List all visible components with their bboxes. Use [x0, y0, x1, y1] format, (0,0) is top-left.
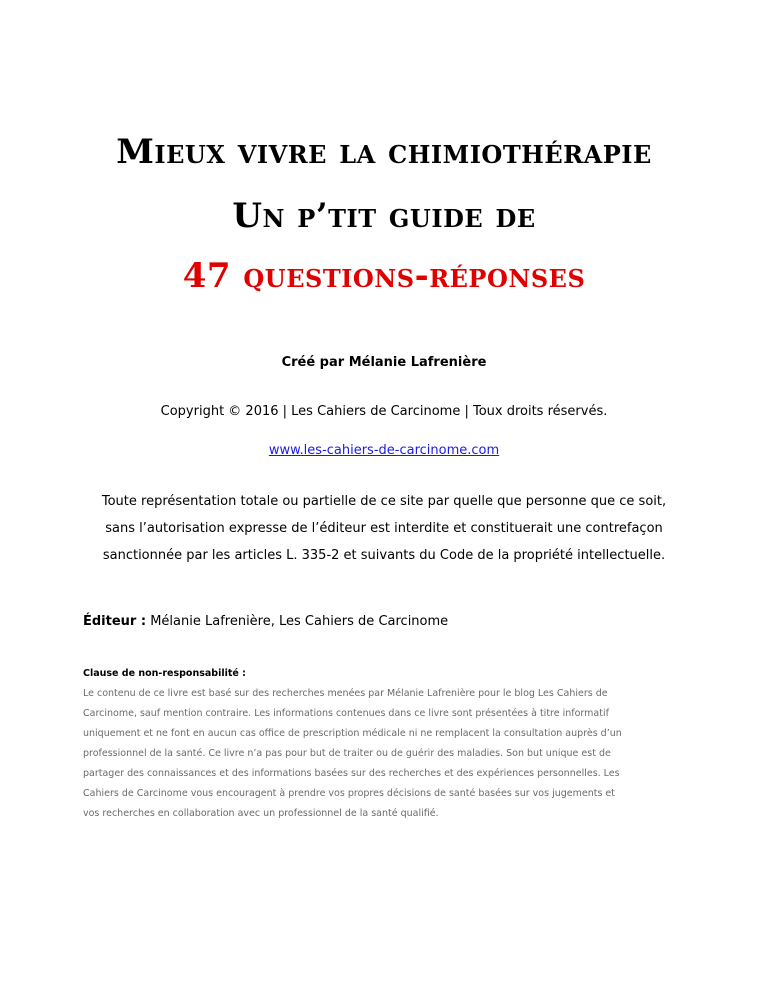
- editor-line: [83, 613, 448, 631]
- title-line-1: Mieux vivre la chimiothérapie: [116, 132, 652, 172]
- author-credit: Créé par Mélanie Lafrenière: [281, 355, 487, 370]
- disclaimer-title: Clause de non-responsabilité :: [83, 668, 246, 679]
- website-link[interactable]: www.les-cahiers-de-carcinome.com: [268, 443, 500, 458]
- disclaimer-line: Cahiers de Carcinome vous encouragent à prendre vos propres décisions de santé basées sur vos jugements et: [83, 788, 616, 799]
- legal-notice-line: Toute représentation totale ou partielle de ce site par quelle que personne que ce soit,: [101, 494, 667, 509]
- disclaimer-line: Carcinome, sauf mention contraire. Les informations contenues dans ce livre sont présentées à titre informatif: [83, 708, 609, 719]
- editor-value: Mélanie Lafrenière, Les Cahiers de Carcinome: [146, 614, 449, 629]
- editor-label: Éditeur :: [83, 614, 147, 629]
- disclaimer-line: Le contenu de ce livre est basé sur des recherches menées par Mélanie Lafrenière pour le blog Les Cahiers de: [83, 688, 608, 699]
- legal-notice: [70, 488, 698, 569]
- disclaimer-line: uniquement et ne font en aucun cas office de prescription médicale ni ne remplacent la consultation auprès d’un: [83, 728, 622, 739]
- website-line: [0, 442, 768, 460]
- disclaimer-line: vos recherches en collaboration avec un professionnel de la santé qualifié.: [83, 808, 439, 819]
- disclaimer-text: [83, 684, 622, 824]
- title-line-2: Un p’tit guide de: [232, 196, 536, 236]
- legal-notice-line: sans l’autorisation expresse de l’éditeur est interdite et constituerait une contrefaçon: [105, 521, 663, 536]
- legal-notice-line: sanctionnée par les articles L. 335-2 et suivants du Code de la propriété intellectuelle.: [102, 548, 666, 563]
- disclaimer-line: professionnel de la santé. Ce livre n’a pas pour but de traiter ou de guérir des maladies. Son but unique est de: [83, 748, 611, 759]
- title-line-3: 47 questions-réponses: [182, 256, 586, 296]
- disclaimer-line: partager des connaissances et des informations basées sur des recherches et des expériences personnelles. Les: [83, 768, 620, 779]
- copyright-notice: Copyright © 2016 | Les Cahiers de Carcinome | Toux droits réservés.: [160, 404, 608, 419]
